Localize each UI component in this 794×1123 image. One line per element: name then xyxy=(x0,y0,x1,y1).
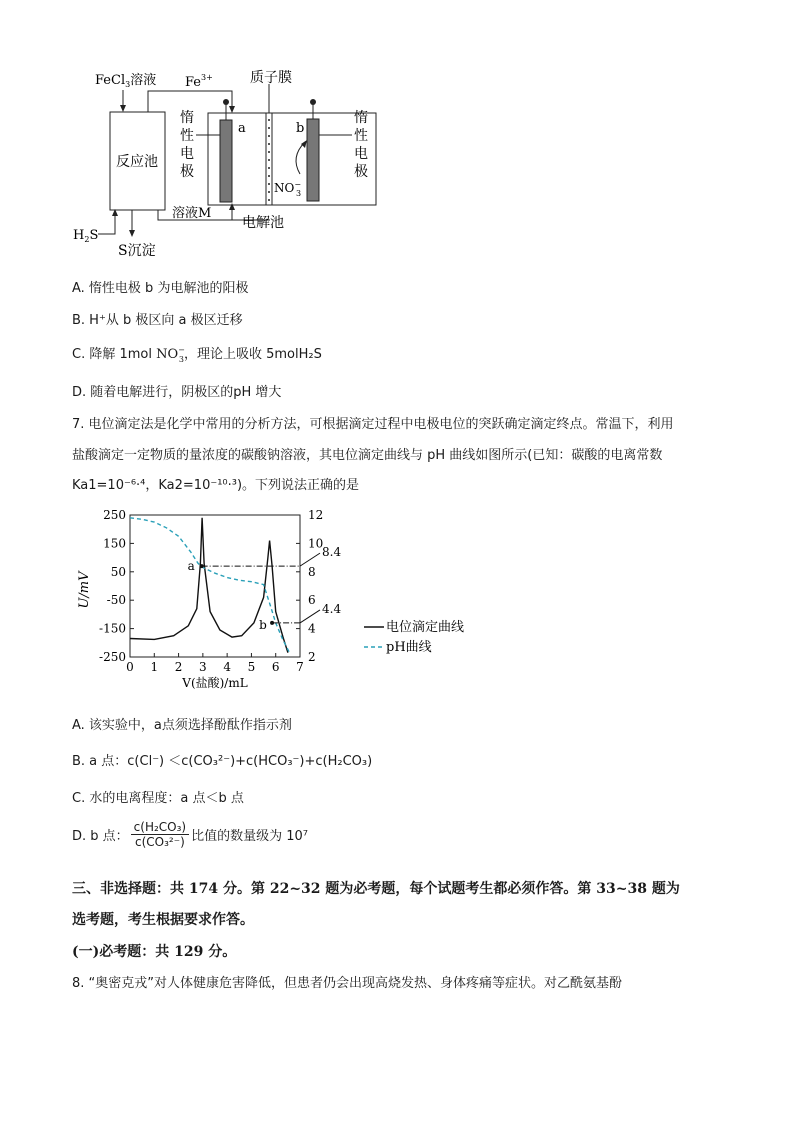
fecl3-label: FeCl$_3$溶液 xyxy=(95,73,157,89)
membrane-label: 质子膜 xyxy=(250,70,292,86)
y-right-tick-label: 6 xyxy=(308,593,316,608)
cell-label: 电解池 xyxy=(242,215,284,231)
y-right-tick-label: 4 xyxy=(308,621,316,636)
section-heading-line1: 三、非选择题：共 174 分。第 22~32 题为必考题，每个试题考生都必须作答。第 33~38 题为 xyxy=(72,881,680,897)
q7-option-d-post: 比值的数量级为 10⁷ xyxy=(191,829,308,844)
svg-text:极: 极 xyxy=(354,164,368,180)
y-right-tick-label: 10 xyxy=(308,536,324,551)
svg-text:电: 电 xyxy=(180,146,194,162)
q6-option-a: A. 惰性电极 b 为电解池的阳极 xyxy=(72,281,249,296)
svg-text:惰: 惰 xyxy=(180,110,194,126)
q7-option-a: A. 该实验中，a点须选择酚酞作指示剂 xyxy=(72,718,292,733)
q6-option-c xyxy=(72,343,322,364)
y-right-tick-label: 2 xyxy=(308,650,316,664)
q6-option-d: D. 随着电解进行，阴极区的pH 增大 xyxy=(72,385,282,400)
svg-text:电: 电 xyxy=(354,146,368,162)
q7-stem-line3: Ka1=10⁻⁶·⁴，Ka2=10⁻¹⁰·³)。下列说法正确的是 xyxy=(72,478,360,493)
q7-option-d-fraction xyxy=(131,820,189,849)
x-tick-label: 0 xyxy=(126,660,134,674)
svg-text:极: 极 xyxy=(180,164,194,180)
x-tick-label: 6 xyxy=(271,660,280,674)
svg-text:性: 性 xyxy=(354,128,368,144)
q7-stem-line1: 7. 电位滴定法是化学中常用的分析方法，可根据滴定过程中电极电位的突跃确定滴定终点。常温下，利用 xyxy=(72,417,674,432)
y-axis-label: U/mV xyxy=(77,571,92,609)
y-left-tick-label: 50 xyxy=(110,564,126,579)
h2s-label: $H_2S$ xyxy=(73,228,99,244)
point-b-label: b xyxy=(259,617,267,632)
electrolysis-diagram xyxy=(60,62,390,262)
y-left-tick-label: -250 xyxy=(99,650,126,664)
q6-option-c-post: ，理论上吸收 5molH₂S xyxy=(183,347,322,362)
y-left-tick-label: 150 xyxy=(103,536,126,551)
y-right-tick-label: 8 xyxy=(308,564,316,579)
x-tick-label: 3 xyxy=(199,660,207,674)
y-left-tick-label: 250 xyxy=(103,508,126,522)
x-tick-label: 1 xyxy=(150,660,159,674)
legend-ph-label: pH曲线 xyxy=(386,640,432,655)
q7-option-c: C. 水的电离程度：a 点＜b 点 xyxy=(72,791,244,806)
x-tick-label: 4 xyxy=(223,660,231,674)
y-right-tick-label: 12 xyxy=(308,508,324,522)
q7-option-d xyxy=(72,820,308,849)
point-a-label: a xyxy=(187,559,195,574)
q7-stem-line2: 盐酸滴定一定物质的量浓度的碳酸钠溶液，其电位滴定曲线与 pH 曲线如图所示(已知：碳酸的电离常数 xyxy=(72,448,663,463)
solution-m-label: 溶液M xyxy=(172,206,212,221)
section-heading-line2: 选考题，考生根据要求作答。 xyxy=(72,912,254,928)
svg-text:惰: 惰 xyxy=(354,110,368,126)
plot-frame xyxy=(130,515,300,657)
no3-label: NO− 3 xyxy=(274,180,302,198)
y-left-tick-label: -150 xyxy=(99,621,126,636)
electrode-a-label: a xyxy=(238,121,246,136)
inert-electrode-left-label xyxy=(180,109,194,180)
callout-44-label: 4.4 xyxy=(322,601,342,616)
fraction-denominator: c(CO₃²⁻) xyxy=(135,835,185,849)
titration-chart xyxy=(68,505,488,700)
q6-option-b: B. H⁺从 b 极区向 a 极区迁移 xyxy=(72,313,243,328)
y-left-tick-label: -50 xyxy=(106,593,126,608)
q6-option-c-no3: $NO^-_3$ xyxy=(156,345,185,364)
q6-option-c-pre: C. 降解 1mol xyxy=(72,347,157,362)
x-tick-label: 7 xyxy=(296,660,304,674)
section-heading-line3: (一)必考题：共 129 分。 xyxy=(72,944,237,960)
q8-stem: 8. “奥密克戎”对人体健康危害降低，但患者仍会出现高烧发热、身体疼痛等症状。对乙酰氨基酚 xyxy=(72,976,623,991)
callout-84-label: 8.4 xyxy=(322,545,342,560)
inert-electrode-right-label xyxy=(354,109,368,180)
x-tick-label: 5 xyxy=(247,660,256,674)
reaction-tank-label: 反应池 xyxy=(116,154,158,170)
fe3-label: $Fe^{3+}$ xyxy=(185,73,213,90)
q7-option-d-pre: D. b 点： xyxy=(72,829,129,844)
electrode-b-label: b xyxy=(296,121,305,136)
ph-curve xyxy=(130,518,290,654)
x-tick-label: 2 xyxy=(174,660,183,674)
x-axis-label: V(盐酸)/mL xyxy=(182,676,248,690)
legend-potential-label: 电位滴定曲线 xyxy=(386,620,465,635)
svg-text:性: 性 xyxy=(180,128,194,144)
q7-option-b: B. a 点：c(Cl⁻) ＜c(CO₃²⁻)+c(HCO₃⁻)+c(H₂CO₃) xyxy=(72,754,373,769)
s-precip-label: S沉淀 xyxy=(118,243,156,259)
fraction-numerator: c(H₂CO₃) xyxy=(131,820,189,835)
